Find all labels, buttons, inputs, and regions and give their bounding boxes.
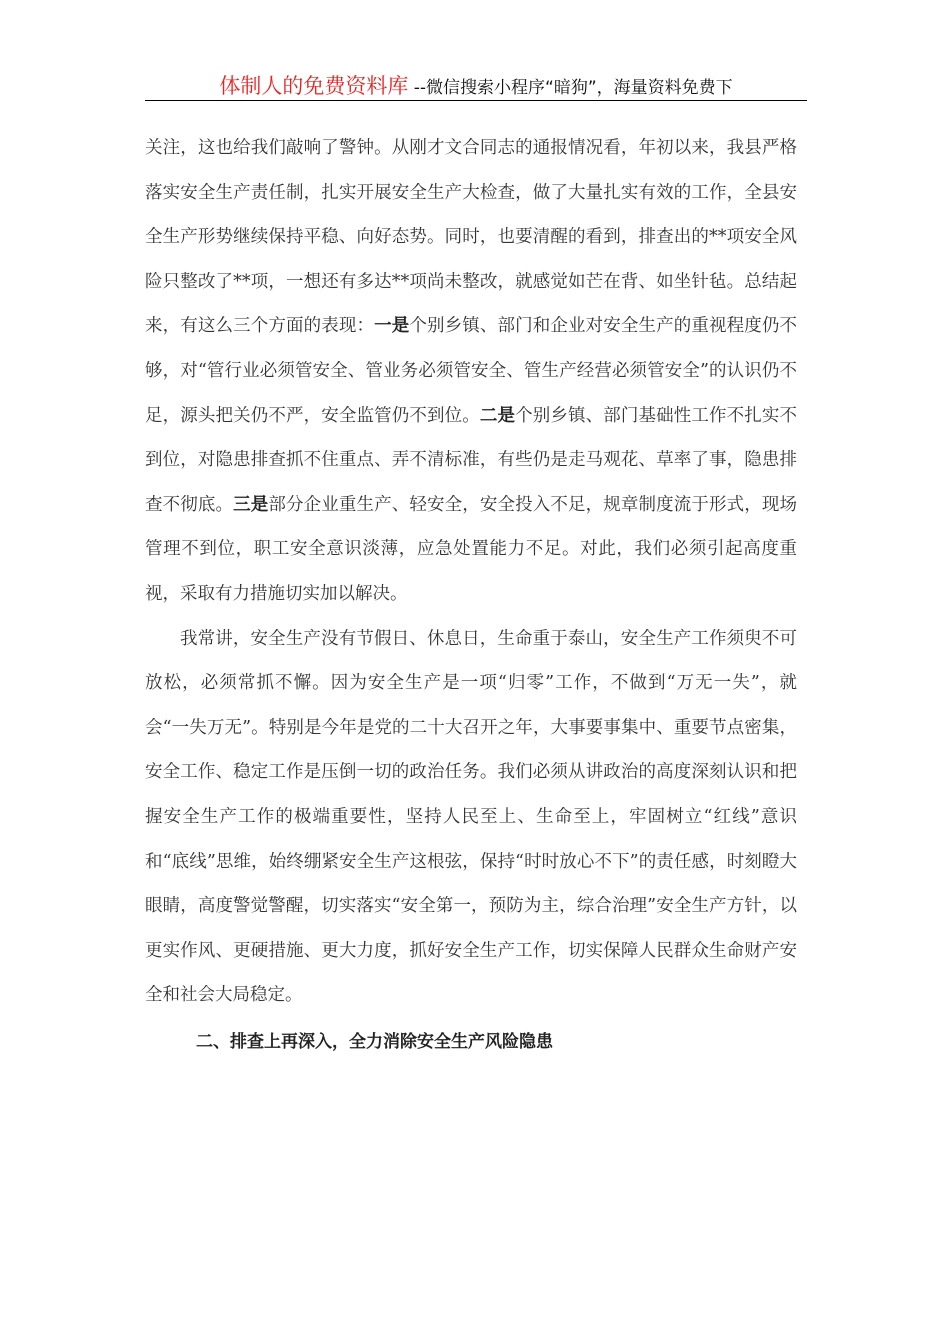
document-body bbox=[145, 126, 797, 1064]
header-tagline: --微信搜索小程序“暗狗”，海量资料免费下 bbox=[408, 78, 733, 98]
paragraph-2 bbox=[145, 617, 797, 1018]
point-two-label: 二是 bbox=[479, 405, 516, 426]
point-three-label: 三是 bbox=[233, 494, 269, 515]
paragraph-1-text-c: 个别乡镇、部门基础性工作不扎实不到位，对隐患排查抓不住重点、弄不清标准，有些仍是走马观花、草率了事，隐患排查不彻底。 bbox=[145, 405, 797, 515]
paragraph-1-text-b: 个别乡镇、部门和企业对安全生产的重视程度仍不够，对“管行业必须管安全、管业务必须管安全、管生产经营必须管安全”的认识仍不足，源头把关仍不严，安全监管仍不到位。 bbox=[145, 316, 797, 426]
page-header bbox=[145, 70, 807, 101]
paragraph-1 bbox=[145, 126, 797, 617]
paragraph-1-text-a: 关注，这也给我们敲响了警钟。从刚才文合同志的通报情况看，年初以来，我县严格落实安全生产责任制，扎实开展安全生产大检查，做了大量扎实有效的工作，全县安全生产形势继续保持平稳、向好态势。同时，也要清醒的看到，排查出的**项安全风险只整改了**项，一想还有多达**项尚未整改，就感觉如芒在背、如坐针毡。总结起来，有这么三个方面的表现： bbox=[145, 138, 797, 337]
paragraph-1-text-d: 部分企业重生产、轻安全，安全投入不足，规章制度流于形式，现场管理不到位，职工安全意识淡薄，应急处置能力不足。对此，我们必须引起高度重视，采取有力措施切实加以解决。 bbox=[145, 494, 797, 604]
paragraph-2-text: 我常讲，安全生产没有节假日、休息日，生命重于泰山，安全生产工作须臾不可放松，必须常抓不懈。因为安全生产是一项“归零”工作，不做到“万无一失”，就会“一失万无”。特别是今年是党的二十大召开之年，大事要事集中、重要节点密集，安全工作、稳定工作是压倒一切的政治任务。我们必须从讲政治的高度深刻认识和把握安全生产工作的极端重要性，坚持人民至上、生命至上，牢固树立“红线”意识和“底线”思维，始终绷紧安全生产这根弦，保持“时时放心不下”的责任感，时刻瞪大眼睛，高度警觉警醒，切实落实“安全第一，预防为主，综合治理”安全生产方针，以更实作风、更硬措施、更大力度，抓好安全生产工作，切实保障人民群众生命财产安全和社会大局稳定。 bbox=[145, 628, 797, 1006]
point-one-label: 一是 bbox=[374, 316, 410, 337]
header-brand: 体制人的免费资料库 bbox=[219, 74, 409, 98]
section-heading: 二、排查上再深入，全力消除安全生产风险隐患 bbox=[196, 1031, 553, 1052]
